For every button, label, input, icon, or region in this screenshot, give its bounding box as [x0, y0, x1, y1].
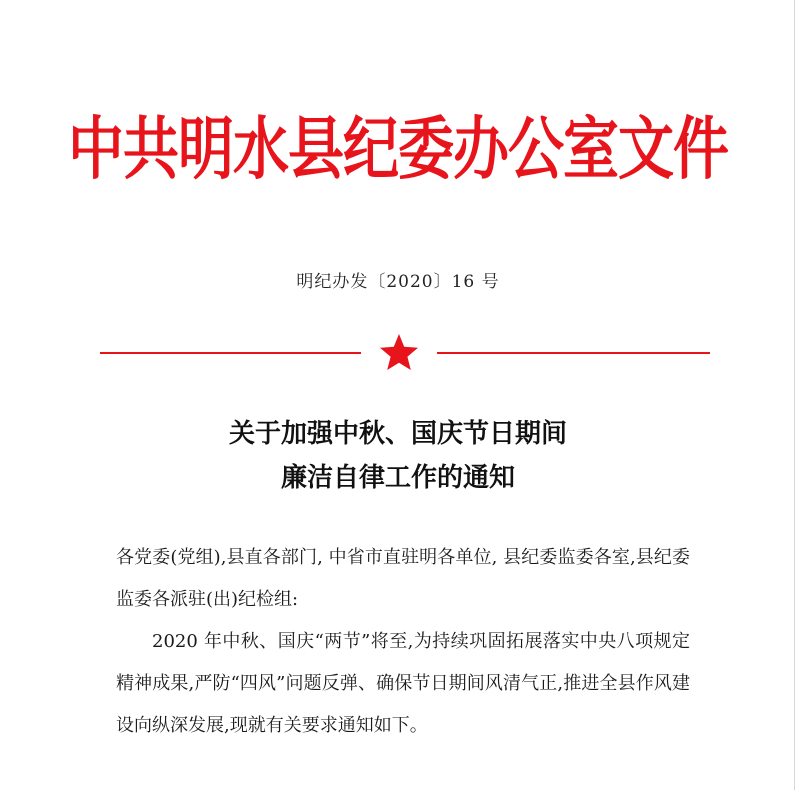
notice-title-line-2: 廉洁自律工作的通知	[280, 463, 515, 493]
red-divider	[0, 328, 796, 378]
document-header-title: 中共明水县纪委办公室文件	[68, 110, 728, 190]
star-icon	[380, 334, 418, 370]
document-number: 明纪办发〔2020〕16 号	[296, 272, 500, 292]
notice-title	[0, 412, 796, 500]
body-paragraph-1: 2020 年中秋、国庆“两节”将至,为持续巩固拓展落实中央八项规定精神成果,严防“四风”问题反弹、确保节日期间风清气正,推进全县作风建设向纵深发展,现就有关要求通知如下。	[116, 631, 690, 736]
notice-body	[116, 537, 690, 747]
notice-title-line-1: 关于加强中秋、国庆节日期间	[228, 419, 567, 449]
addressees-paragraph: 各党委(党组),县直各部门, 中省市直驻明各单位, 县纪委监委各室,县纪委监委各派驻(出)纪检组:	[116, 547, 690, 610]
